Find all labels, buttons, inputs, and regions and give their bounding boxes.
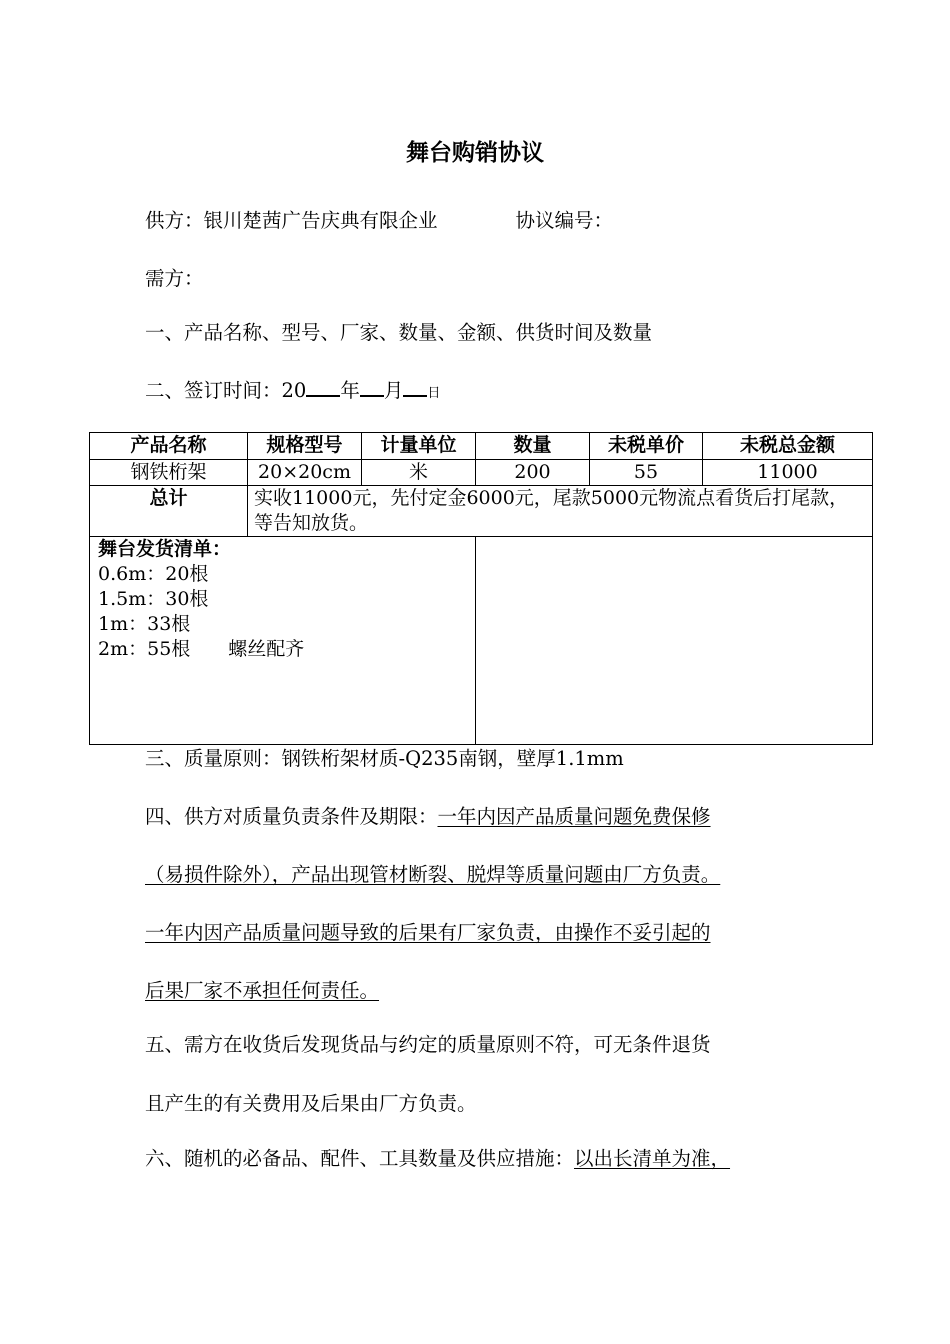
table-header-row <box>90 433 873 460</box>
list-item: 2m：55根 螺丝配齐 <box>98 638 305 660</box>
supplier-line <box>145 208 613 234</box>
unit-cell: 米 <box>362 460 476 486</box>
list-item: 1.5m：30根 <box>98 588 209 610</box>
year-blank <box>306 375 340 397</box>
section-4-line-1 <box>145 804 711 830</box>
shipping-list-title: 舞台发货清单： <box>98 538 232 560</box>
header-cell: 产品名称 <box>90 433 248 460</box>
section-4-prefix: 四、供方对质量负责条件及期限： <box>145 805 438 828</box>
day-label: 日 <box>427 386 441 401</box>
section-1: 一、产品名称、型号、厂家、数量、金额、供货时间及数量 <box>145 321 653 344</box>
section-5-line-1: 五、需方在收货后发现货品与约定的质量原则不符，可无条件退货 <box>145 1033 711 1056</box>
table-row <box>90 460 873 486</box>
section-4-line-3: 一年内因产品质量问题导致的后果有厂家负责，由操作不妥引起的 <box>145 921 711 944</box>
header-cell: 计量单位 <box>362 433 476 460</box>
product-table <box>89 432 873 745</box>
empty-cell <box>476 537 873 745</box>
demander-line: 需方： <box>145 267 204 290</box>
supplier: 供方：银川楚茜广告庆典有限企业 <box>145 209 438 232</box>
section-4-text-1: 一年内因产品质量问题免费保修 <box>437 805 711 828</box>
total-row <box>90 486 873 537</box>
header-cell: 数量 <box>476 433 590 460</box>
spec-cell: 20×20cm <box>248 460 362 486</box>
total-label: 总计 <box>90 486 248 537</box>
section-5-line-2: 且产生的有关费用及后果由厂方负责。 <box>145 1092 477 1115</box>
list-item: 0.6m：20根 <box>98 563 209 585</box>
header-cell: 规格型号 <box>248 433 362 460</box>
month-label: 月 <box>383 379 404 402</box>
shipping-list-cell <box>90 537 476 745</box>
section-6-line-1 <box>145 1146 730 1172</box>
sign-date-line <box>145 375 440 407</box>
section-6-prefix: 六、随机的必备品、配件、工具数量及供应措施： <box>145 1147 575 1170</box>
section-4-line-4: 后果厂家不承担任何责任。 <box>145 979 380 1002</box>
shipping-list-row <box>90 537 873 745</box>
year-label: 年 <box>340 379 360 402</box>
month-blank <box>360 375 384 397</box>
section-4-line-2: （易损件除外），产品出现管材断裂、脱焊等质量问题由厂方负责。 <box>145 863 721 886</box>
section-3: 三、质量原则：钢铁桁架材质-Q235南钢，壁厚1.1mm <box>145 747 624 770</box>
total-text: 实收11000元，先付定金6000元，尾款5000元物流点看货后打尾款，等告知放货。 <box>248 486 873 537</box>
product-name-cell: 钢铁桁架 <box>90 460 248 486</box>
section-6-underlined: 以出长清单为准， <box>574 1147 731 1170</box>
contract-number-label: 协议编号： <box>515 209 614 232</box>
sign-date-prefix: 二、签订时间：20 <box>145 379 307 402</box>
unit-price-cell: 55 <box>590 460 703 486</box>
quantity-cell: 200 <box>476 460 590 486</box>
day-blank <box>403 375 427 397</box>
total-amount-cell: 11000 <box>703 460 873 486</box>
list-item: 1m：33根 <box>98 613 191 635</box>
header-cell: 未税总金额 <box>703 433 873 460</box>
document-title: 舞台购销协议 <box>406 140 544 166</box>
header-cell: 未税单价 <box>590 433 703 460</box>
